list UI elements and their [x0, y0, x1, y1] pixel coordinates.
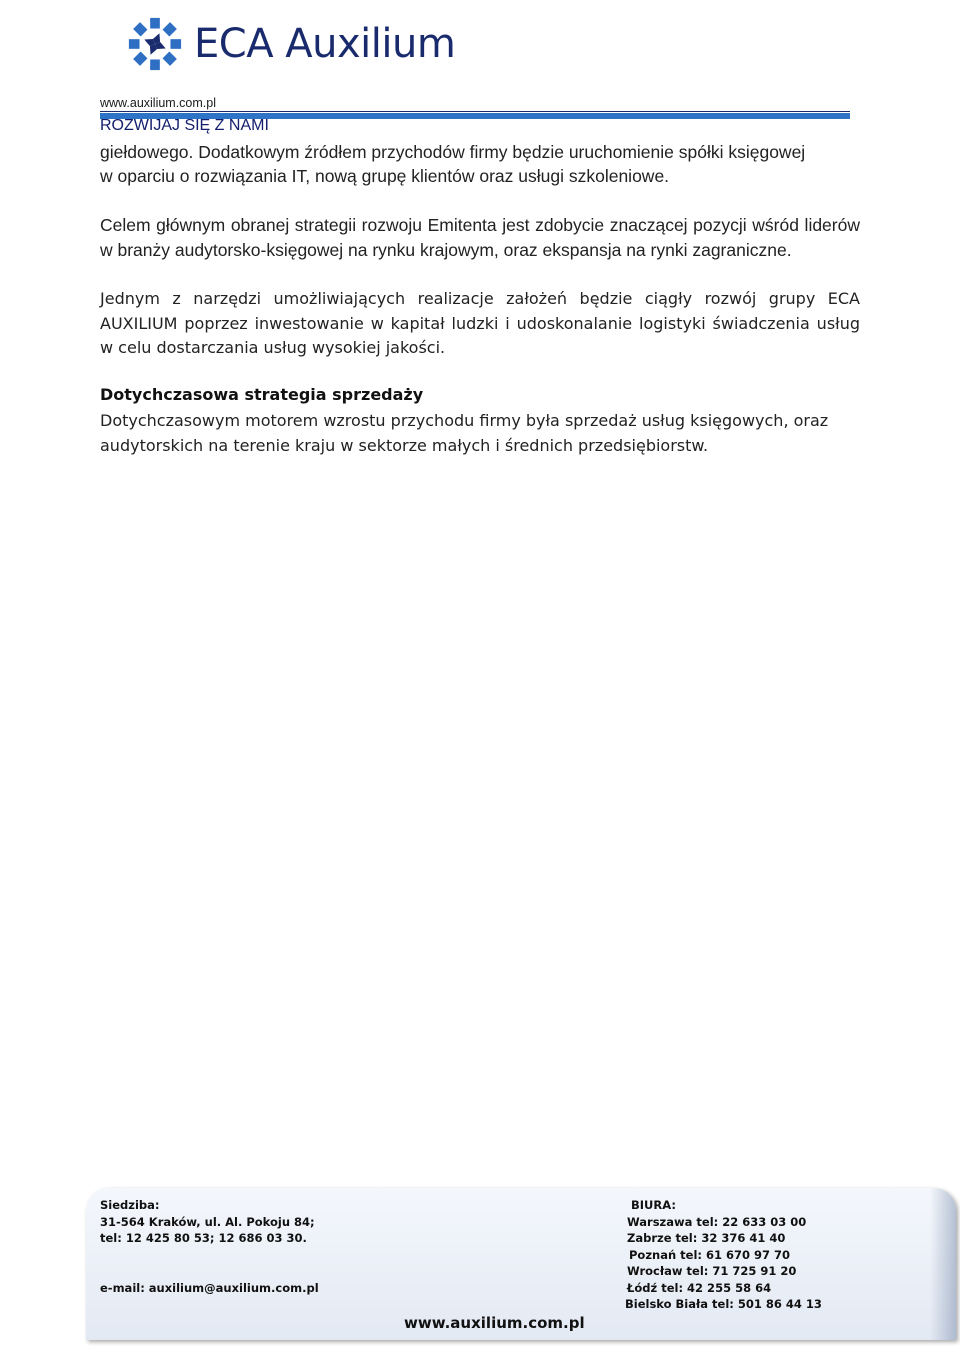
footer-hq-address: 31-564 Kraków, ul. Al. Pokoju 84;: [100, 1215, 315, 1229]
section-2-line-2: audytorskich na terenie kraju w sektorze małych i średnich przedsiębiorstw.: [100, 436, 709, 455]
company-logo: [126, 14, 455, 74]
footer-office-bielsko: Bielsko Biała tel: 501 86 44 13: [625, 1297, 822, 1311]
footer-office-poznan: Poznań tel: 61 670 97 70: [629, 1248, 791, 1262]
header-rule-thin: [100, 111, 850, 112]
paragraph-1-line-2: w oparciu o rozwiązania IT, nową grupę klientów oraz usługi szkoleniowe.: [100, 166, 670, 186]
paragraph-3: Jednym z narzędzi umożliwiających realizacje założeń będzie ciągły rozwój grupy ECA AUXILIUM poprzez inwestowanie w kapitał ludzki i udoskonalanie logistyki świadczenia usług w celu dostarczania usług wysokiej jakości.: [100, 289, 860, 357]
star-logo-icon: [126, 15, 184, 73]
footer-offices-label: BIURA:: [631, 1198, 676, 1212]
footer-email[interactable]: e-mail: auxilium@auxilium.com.pl: [100, 1281, 319, 1295]
section-2-line-1: Dotychczasowym motorem wzrostu przychodu firmy była sprzedaż usług księgowych, oraz: [100, 411, 829, 430]
footer-hq-label: Siedziba:: [100, 1198, 160, 1212]
header-site-url[interactable]: www.auxilium.com.pl: [100, 96, 217, 110]
logo-text: ECA Auxilium: [194, 21, 456, 67]
section-tag: ROZWIJAJ SIĘ Z NAMI: [100, 117, 269, 134]
footer-site-url[interactable]: www.auxilium.com.pl: [404, 1314, 585, 1332]
section-heading: Dotychczasowa strategia sprzedaży: [100, 385, 424, 404]
footer-office-zabrze: Zabrze tel: 32 376 41 40: [627, 1231, 786, 1245]
footer-office-warszawa: Warszawa tel: 22 633 03 00: [627, 1215, 807, 1229]
footer-office-lodz: Łódź tel: 42 255 58 64: [627, 1281, 772, 1295]
paragraph-2: Celem głównym obranej strategii rozwoju Emitenta jest zdobycie znaczącej pozycji wśród liderów w branży audytorsko-księgowej na rynku krajowym, oraz ekspansja na rynki zagraniczne.: [100, 215, 860, 260]
paragraph-1-line-1: giełdowego. Dodatkowym źródłem przychodów firmy będzie uruchomienie spółki księgowej: [100, 142, 806, 162]
footer-office-wroclaw: Wrocław tel: 71 725 91 20: [627, 1264, 797, 1278]
footer-hq-phone: tel: 12 425 80 53; 12 686 03 30.: [100, 1231, 307, 1245]
